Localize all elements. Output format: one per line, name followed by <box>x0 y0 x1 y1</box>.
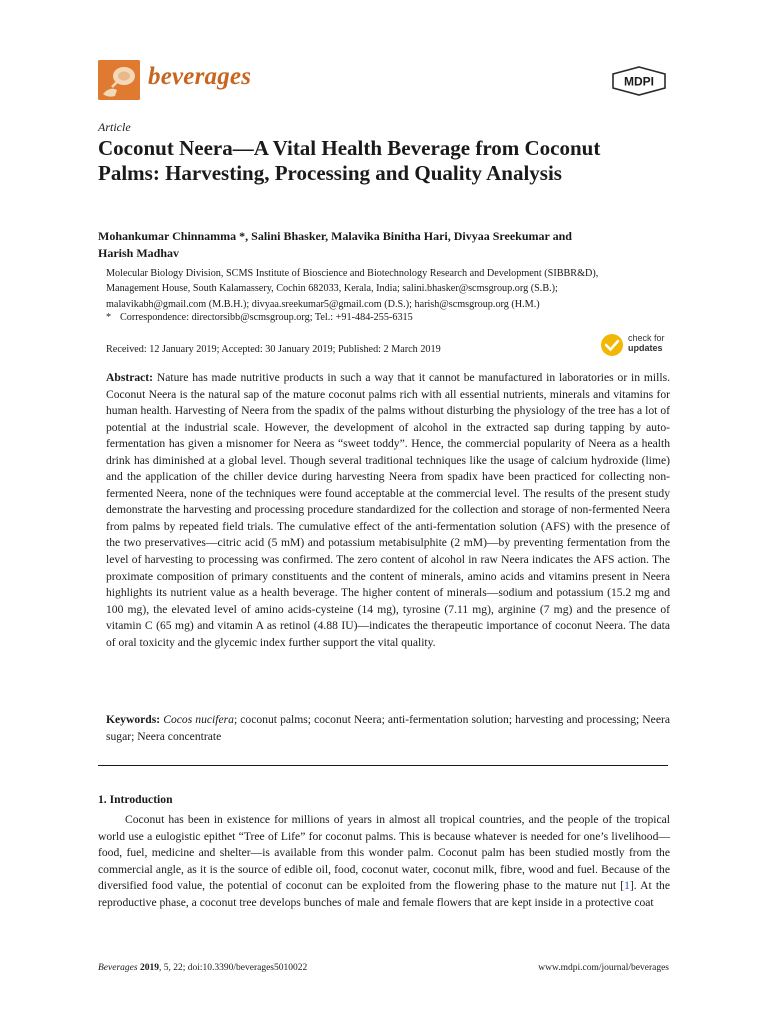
affiliation-line: Management House, South Kalamassery, Cochin 682033, Kerala, India; salini.bhasker@scmsgroup.org (S.B.); <box>106 283 558 295</box>
check-updates-line2: updates <box>628 343 663 353</box>
keywords-text: ; coconut palms; coconut Neera; anti-fermentation solution; harvesting and processing; Neera sugar; Neera concentrate <box>106 713 670 743</box>
correspondence <box>106 312 413 323</box>
journal-name: beverages <box>148 63 252 90</box>
keywords-label: Keywords: <box>106 713 161 726</box>
article-type: Article <box>98 120 131 134</box>
section-divider <box>98 765 668 766</box>
article-title: Coconut Neera—A Vital Health Beverage from Coconut Palms: Harvesting, Processing and Quality Analysis <box>98 136 601 185</box>
introduction-paragraph <box>98 812 670 912</box>
footer-citation <box>98 963 307 973</box>
abstract-label: Abstract: <box>106 371 154 384</box>
footer-journal: Beverages <box>98 963 138 973</box>
keywords <box>106 712 670 745</box>
check-updates-label[interactable] <box>628 333 665 353</box>
keyword-italic: Cocos nucifera <box>163 713 234 726</box>
check-updates-icon <box>600 332 626 358</box>
affiliation <box>106 266 672 312</box>
author-line: Mohankumar Chinnamma *, Salini Bhasker, Malavika Binitha Hari, Divyaa Sreekumar and <box>98 229 572 243</box>
footer-year: 2019 <box>139 963 159 973</box>
footer-url[interactable]: www.mdpi.com/journal/beverages <box>538 963 669 973</box>
intro-text: Coconut has been in existence for millions of years in almost all tropical countries, and the people of the tropical world use a eulogistic epithet “Tree of Life” for coconut palms. This is because whatever is needed for one’s livelihood—food, fuel, medicine and shelter—is available from this wonder palm. Coconut palm has been studied mostly from the commercial angle, as it is the source of edible oil, food, coconut water, coconut milk, fibre, wood and fuel. Because of the diversified food value, the potential of coconut can be exploited from the flowering phase to the mature nut [ <box>98 813 670 893</box>
correspondence-marker: * <box>106 312 112 323</box>
abstract <box>106 370 670 651</box>
author-list <box>98 228 658 262</box>
abstract-text: Nature has made nutritive products in such a way that it cannot be manufactured in laboratories or in mills. Coconut Neera is the natural sap of the mature coconut palms rich with all essential nutrients, minerals and vitamins for human health. Harvesting of Neera from the spadix of the palms without disturbing the physiology of the tree has a lot of potential at the industrial scale. However, the development of alcohol in the extracted sap during tapping by auto-fermentation has given a misnomer for Neera as “sweet toddy”. Hence, the commercial popularity of Neera as a health drink has diminished at a global level. Though several traditional techniques like the usage of calcium hydroxide (lime) and the application of the chiller device during harvesting Neera from spadix have been practiced for collecting non-fermented Neera, none of the techniques were found acceptable at the commercial level. The results of the present study demonstrate the harvesting and processing procedure standardized for the collection and storage of non-fermented Neera from palms by repeated field trials. The cumulative effect of the anti-fermentation solution (AFS) with the presence of the two preservatives—citric acid (5 mM) and potassium metabisulphite (2 mM)—by preventing fermentation from the level of harvesting to processing was confirmed. The zero content of alcohol in raw Neera indicates the AFS action. The proximate composition of primary constituents and the content of minerals, amino acids and vitamins present in Neera highlights its nutrient value as a health beverage. The higher content of minerals—sodium and potassium (15.2 mg and 100 mg), the elevated level of amino acids-cysteine (14 mg), tyrosine (7.11 mg), arginine (7 mg) and the presence of vitamin C (65 mg) and vitamin A as retinol (4.88 IU)—indicates the therapeutic importance of coconut Neera. The data of oral toxicity and the glycemic index further support the vital quality. <box>106 371 670 649</box>
affiliation-line: malavikabh@gmail.com (M.B.H.); divyaa.sreekumar5@gmail.com (D.S.); harish@scmsgroup.org (H.M.) <box>106 298 540 310</box>
journal-logo-icon <box>98 60 140 100</box>
publication-dates: Received: 12 January 2019; Accepted: 30 January 2019; Published: 2 March 2019 <box>106 344 441 355</box>
mdpi-logo-icon <box>610 66 668 96</box>
check-updates-line1: check for <box>628 333 665 343</box>
correspondence-text: Correspondence: directorsibb@scmsgroup.org; Tel.: +91-484-255-6315 <box>120 312 413 323</box>
affiliation-line: Molecular Biology Division, SCMS Institute of Bioscience and Biotechnology Research and Development (SIBBR&D), <box>106 268 599 279</box>
footer-doi: , 5, 22; doi:10.3390/beverages5010022 <box>158 963 308 973</box>
intro-text-cont: ]. At the reproductive phase, a coconut tree develops bunches of male and female flowers that are kept inside in a protective coat <box>98 879 670 909</box>
author-line: Harish Madhav <box>98 246 180 260</box>
reference-link[interactable]: 1 <box>624 879 630 893</box>
section-heading: 1. Introduction <box>98 793 173 806</box>
mdpi-logo-text: MDPI <box>624 74 654 89</box>
